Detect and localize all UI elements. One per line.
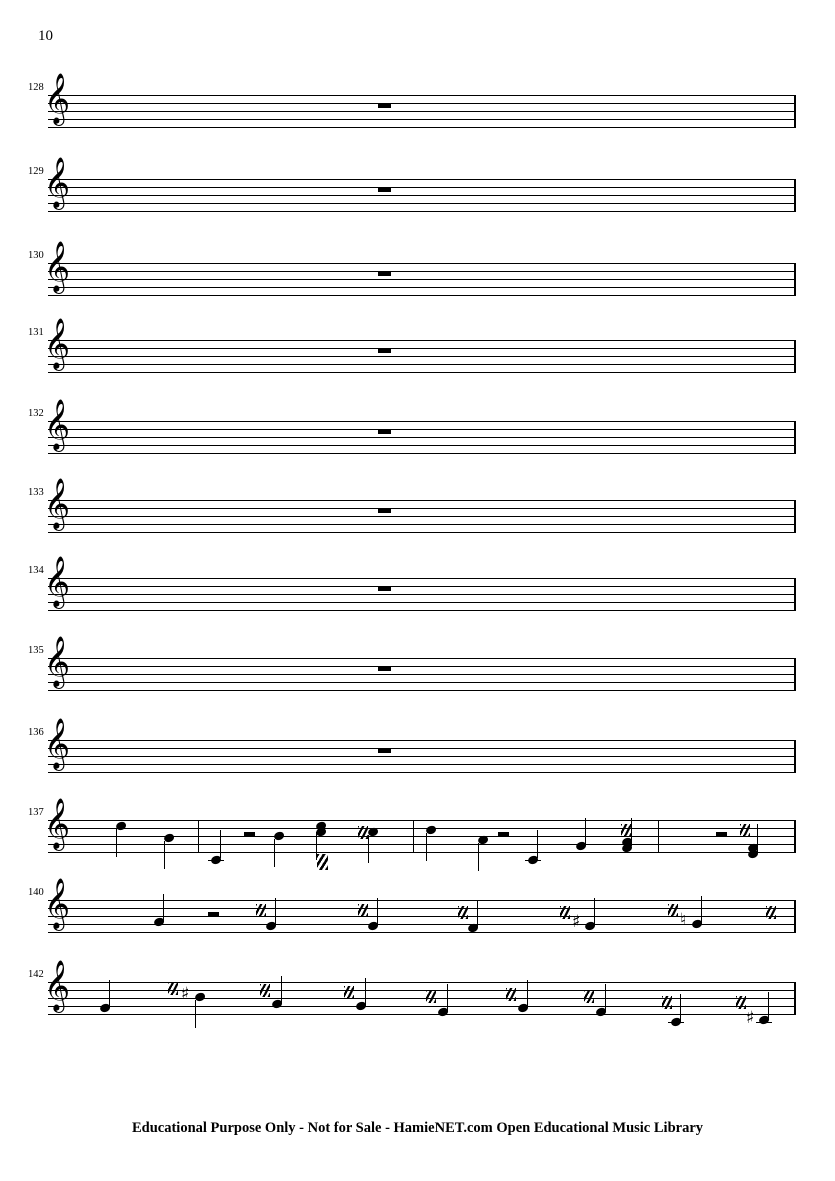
staff-line bbox=[48, 295, 796, 296]
beam-group bbox=[317, 854, 328, 870]
staff bbox=[44, 718, 796, 772]
barline bbox=[794, 340, 796, 373]
note-stem bbox=[195, 1000, 196, 1028]
note-stem bbox=[680, 994, 681, 1022]
note-stem bbox=[281, 976, 282, 1004]
barline bbox=[794, 421, 796, 454]
note-stem bbox=[426, 833, 427, 861]
note-stem bbox=[537, 830, 538, 858]
measure-number: 128 bbox=[28, 82, 44, 93]
staff-line bbox=[48, 111, 796, 112]
staff-line bbox=[48, 764, 796, 765]
staff-line bbox=[48, 586, 796, 587]
page-number: 10 bbox=[38, 28, 53, 44]
note-stem bbox=[605, 984, 606, 1012]
staff-line bbox=[48, 908, 796, 909]
staff-line bbox=[48, 756, 796, 757]
measure-number: 132 bbox=[28, 408, 44, 419]
staff-line bbox=[48, 1014, 796, 1015]
staff-line bbox=[48, 271, 796, 272]
staff-line bbox=[48, 211, 796, 212]
staff-line bbox=[48, 594, 796, 595]
staff-line bbox=[48, 982, 796, 983]
half-rest bbox=[716, 832, 727, 837]
staff-line bbox=[48, 602, 796, 603]
treble-clef-icon: 𝄞 bbox=[44, 157, 71, 208]
half-rest bbox=[208, 912, 219, 917]
whole-rest bbox=[378, 429, 391, 434]
note-stem bbox=[274, 839, 275, 867]
barline bbox=[658, 820, 659, 853]
staff-line bbox=[48, 195, 796, 196]
barline bbox=[413, 820, 414, 853]
measure-number: 131 bbox=[28, 327, 44, 338]
whole-rest bbox=[378, 586, 391, 591]
staff-line bbox=[48, 372, 796, 373]
note-stem bbox=[631, 818, 632, 846]
staff-line bbox=[48, 820, 796, 821]
treble-clef-icon: 𝄞 bbox=[44, 718, 71, 769]
note-stem bbox=[365, 978, 366, 1006]
measure-number: 137 bbox=[28, 807, 44, 818]
measure-number: 142 bbox=[28, 969, 44, 980]
staff-line bbox=[48, 836, 796, 837]
note-stem bbox=[163, 894, 164, 922]
treble-clef-icon: 𝄞 bbox=[44, 478, 71, 529]
footer-notice: Educational Purpose Only - Not for Sale - HamieNET.com Open Educational Music Library bbox=[131, 1120, 703, 1136]
staff-line bbox=[48, 437, 796, 438]
whole-rest bbox=[378, 748, 391, 753]
note-stem bbox=[768, 992, 769, 1020]
staff-line bbox=[48, 658, 796, 659]
staff-line bbox=[48, 500, 796, 501]
staff-line bbox=[48, 287, 796, 288]
staff bbox=[44, 157, 796, 211]
note-stem bbox=[275, 898, 276, 926]
staff-line bbox=[48, 932, 796, 933]
half-rest bbox=[498, 832, 509, 837]
staff-line bbox=[48, 524, 796, 525]
whole-rest bbox=[378, 666, 391, 671]
staff-line bbox=[48, 674, 796, 675]
staff-line bbox=[48, 445, 796, 446]
treble-clef-icon: 𝄞 bbox=[44, 73, 71, 124]
beam-group bbox=[458, 906, 468, 919]
staff bbox=[44, 318, 796, 372]
note-stem bbox=[377, 898, 378, 926]
staff-line bbox=[48, 453, 796, 454]
beam-group bbox=[256, 904, 266, 917]
staff-line bbox=[48, 95, 796, 96]
note-stem bbox=[701, 896, 702, 924]
note-stem bbox=[109, 980, 110, 1008]
whole-rest bbox=[378, 103, 391, 108]
measure-number: 134 bbox=[28, 565, 44, 576]
barline bbox=[198, 820, 199, 853]
whole-rest bbox=[378, 271, 391, 276]
beam-group bbox=[766, 906, 776, 919]
whole-rest bbox=[378, 348, 391, 353]
staff-line bbox=[48, 187, 796, 188]
staff-line bbox=[48, 828, 796, 829]
staff-line bbox=[48, 421, 796, 422]
staff bbox=[44, 399, 796, 453]
note-stem bbox=[220, 830, 221, 858]
staff-line bbox=[48, 740, 796, 741]
note-stem bbox=[368, 835, 369, 863]
staff-line bbox=[48, 1006, 796, 1007]
half-rest bbox=[244, 832, 255, 837]
staff bbox=[44, 556, 796, 610]
barline bbox=[794, 820, 796, 853]
treble-clef-icon: 𝄞 bbox=[44, 556, 71, 607]
measure-number: 140 bbox=[28, 887, 44, 898]
sharp-accidental: ♯ bbox=[181, 984, 190, 1004]
staff-line bbox=[48, 772, 796, 773]
barline bbox=[794, 95, 796, 128]
measure-number: 133 bbox=[28, 487, 44, 498]
beam-group bbox=[168, 982, 178, 995]
treble-clef-icon: 𝄞 bbox=[44, 960, 71, 1011]
note-stem bbox=[116, 829, 117, 857]
staff-line bbox=[48, 364, 796, 365]
note-stem bbox=[594, 898, 595, 926]
treble-clef-icon: 𝄞 bbox=[44, 798, 71, 849]
natural-accidental: ♮ bbox=[680, 910, 687, 930]
barline bbox=[794, 658, 796, 691]
sharp-accidental: ♯ bbox=[746, 1008, 755, 1028]
barline bbox=[794, 263, 796, 296]
whole-rest bbox=[378, 187, 391, 192]
beam-group bbox=[344, 986, 354, 999]
staff-line bbox=[48, 127, 796, 128]
staff bbox=[44, 960, 796, 1028]
staff-line bbox=[48, 900, 796, 901]
staff-line bbox=[48, 666, 796, 667]
beam-group bbox=[560, 906, 570, 919]
note-stem bbox=[164, 841, 165, 869]
staff-line bbox=[48, 279, 796, 280]
staff bbox=[44, 636, 796, 690]
staff-line bbox=[48, 844, 796, 845]
staff-line bbox=[48, 682, 796, 683]
beam-group bbox=[740, 824, 750, 837]
staff-line bbox=[48, 103, 796, 104]
note-stem bbox=[477, 900, 478, 928]
beam-group bbox=[668, 904, 678, 917]
staff-line bbox=[48, 532, 796, 533]
staff-line bbox=[48, 429, 796, 430]
treble-clef-icon: 𝄞 bbox=[44, 878, 71, 929]
staff bbox=[44, 73, 796, 127]
whole-rest bbox=[378, 508, 391, 513]
beam-group bbox=[736, 996, 746, 1009]
staff-line bbox=[48, 516, 796, 517]
barline bbox=[794, 982, 796, 1015]
treble-clef-icon: 𝄞 bbox=[44, 399, 71, 450]
staff-line bbox=[48, 119, 796, 120]
barline bbox=[794, 500, 796, 533]
beam-group bbox=[426, 990, 436, 1003]
beam-group bbox=[506, 988, 516, 1001]
staff-line bbox=[48, 748, 796, 749]
note-stem bbox=[447, 984, 448, 1012]
beam-group bbox=[358, 904, 368, 917]
measure-number: 135 bbox=[28, 645, 44, 656]
barline bbox=[794, 578, 796, 611]
staff-line bbox=[48, 348, 796, 349]
barline bbox=[794, 740, 796, 773]
note-stem bbox=[527, 980, 528, 1008]
staff-line bbox=[48, 340, 796, 341]
staff-line bbox=[48, 203, 796, 204]
treble-clef-icon: 𝄞 bbox=[44, 636, 71, 687]
beam-group bbox=[584, 990, 594, 1003]
beam-group bbox=[358, 826, 368, 839]
staff-line bbox=[48, 356, 796, 357]
measure-number: 136 bbox=[28, 727, 44, 738]
staff-line bbox=[48, 610, 796, 611]
beam-group bbox=[662, 996, 672, 1009]
staff-line bbox=[48, 578, 796, 579]
staff-line bbox=[48, 852, 796, 853]
note-stem bbox=[585, 818, 586, 846]
staff bbox=[44, 878, 796, 932]
staff-line bbox=[48, 998, 796, 999]
barline bbox=[794, 900, 796, 933]
note-stem bbox=[757, 824, 758, 852]
treble-clef-icon: 𝄞 bbox=[44, 241, 71, 292]
staff-line bbox=[48, 990, 796, 991]
beam-group bbox=[260, 984, 270, 997]
staff bbox=[44, 478, 796, 532]
staff-line bbox=[48, 263, 796, 264]
staff bbox=[44, 241, 796, 295]
staff-line bbox=[48, 690, 796, 691]
note-stem bbox=[478, 843, 479, 871]
beam-group bbox=[621, 824, 631, 837]
staff-line bbox=[48, 508, 796, 509]
staff bbox=[44, 798, 796, 852]
sharp-accidental: ♯ bbox=[572, 912, 581, 932]
staff-line bbox=[48, 179, 796, 180]
barline bbox=[794, 179, 796, 212]
measure-number: 130 bbox=[28, 250, 44, 261]
measure-number: 129 bbox=[28, 166, 44, 177]
treble-clef-icon: 𝄞 bbox=[44, 318, 71, 369]
